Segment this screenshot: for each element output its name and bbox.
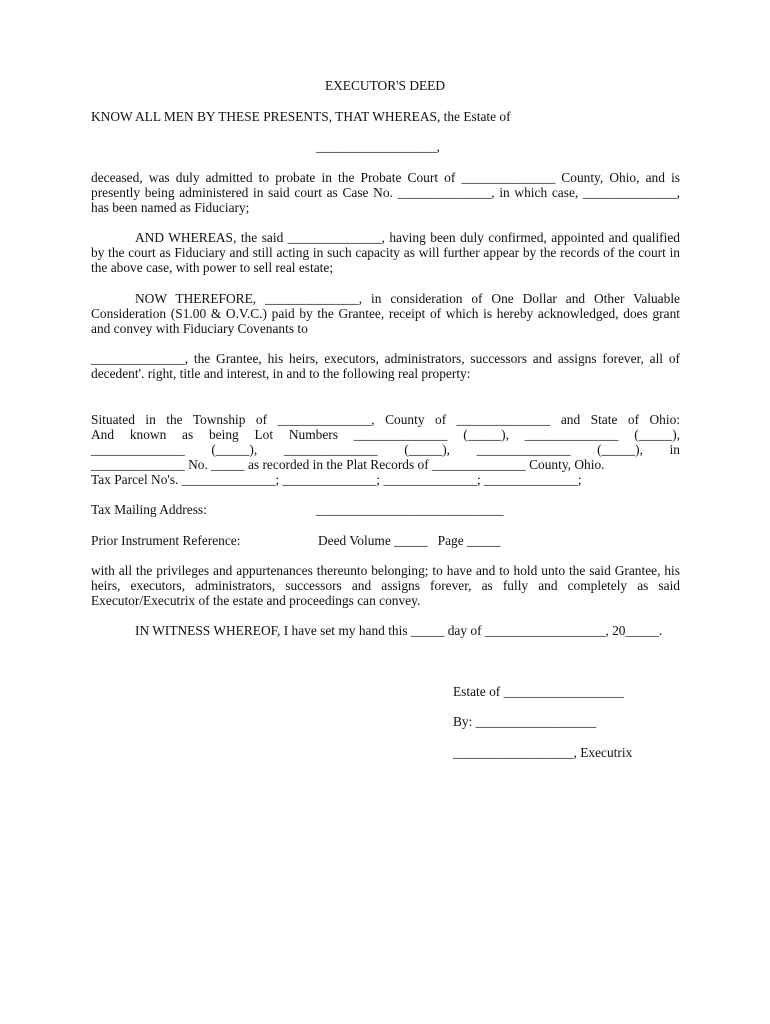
signature-by-line: By: __________________ xyxy=(453,714,597,729)
tax-mailing-label: Tax Mailing Address: xyxy=(91,502,207,517)
opening-line: KNOW ALL MEN BY THESE PRESENTS, THAT WHEREAS, the Estate of xyxy=(91,109,511,124)
situated-line-1: Situated in the Township of ______________, County of ______________ and State of Ohio: xyxy=(91,412,680,427)
tax-mailing-blank: ____________________________ xyxy=(316,502,504,517)
privileges-paragraph: with all the privileges and appurtenances thereunto belonging; to have and to hold unto the said Grantee, his heirs, executors, administrators, successors and assigns forever, as fully and completely as said Executor/Executrix of the estate and proceedings can convey. xyxy=(91,563,680,609)
grantee-paragraph: ______________, the Grantee, his heirs, executors, administrators, successors and assigns forever, all of decedent'. right, title and interest, in and to the following real property: xyxy=(91,351,680,382)
situated-line-4: ______________ No. _____ as recorded in the Plat Records of ______________ County, Ohio. xyxy=(91,457,605,472)
situated-line-3: ______________ (_____), ______________ (_____), ______________ (_____), in xyxy=(91,442,680,457)
document-title: EXECUTOR'S DEED xyxy=(324,78,446,93)
signature-executrix-line: __________________, Executrix xyxy=(453,745,633,760)
prior-instrument-value: Deed Volume _____ Page _____ xyxy=(318,533,501,548)
now-therefore-paragraph: NOW THEREFORE, ______________, in consideration of One Dollar and Other Valuable Consideration (S1.00 & O.V.C.) paid by the Grantee, receipt of which is hereby acknowledged, does grant and convey with Fiduciary Covenants to xyxy=(91,291,680,337)
deceased-paragraph: deceased, was duly admitted to probate in the Probate Court of ______________ County, Ohio, and is presently being administered in said court as Case No. ______________, in which case, ______________, has been named as Fiduciary; xyxy=(91,170,680,216)
signature-estate-line: Estate of __________________ xyxy=(453,684,625,699)
situated-line-2: And known as being Lot Numbers ______________ (_____), ______________ (_____), xyxy=(91,427,680,442)
prior-instrument-label: Prior Instrument Reference: xyxy=(91,533,241,548)
estate-name-blank: __________________, xyxy=(316,139,440,154)
witness-paragraph: IN WITNESS WHEREOF, I have set my hand this _____ day of __________________, 20_____. xyxy=(135,623,663,638)
whereas-paragraph: AND WHEREAS, the said ______________, having been duly confirmed, appointed and qualified by the court as Fiduciary and still acting in such capacity as will further appear by the records of the court in the above case, with power to sell real estate; xyxy=(91,230,680,276)
tax-parcel-line: Tax Parcel No's. ______________; ______________; ______________; ______________; xyxy=(91,472,582,487)
